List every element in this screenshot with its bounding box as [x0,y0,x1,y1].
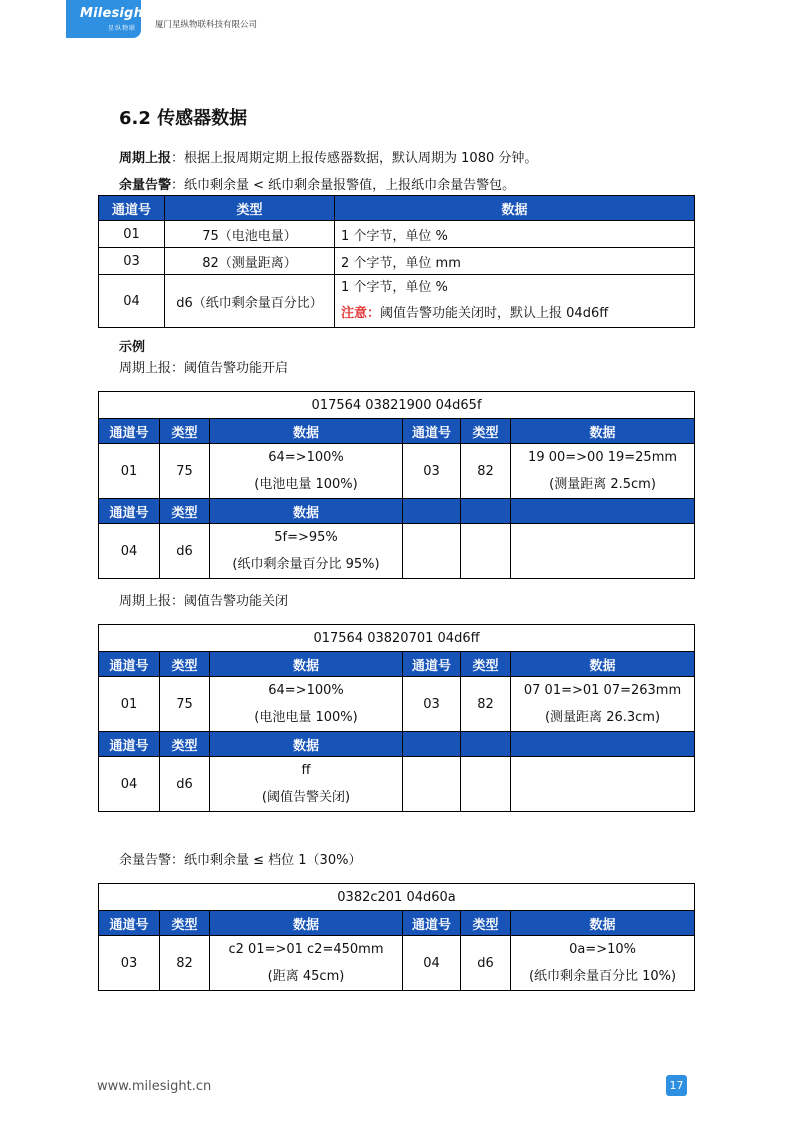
data-line: 5f=>95% [274,530,338,545]
data-line: 64=>100% [268,450,344,465]
header-empty [461,732,511,757]
cell-empty [511,757,695,812]
table-row [99,248,695,275]
cell-empty [461,524,511,579]
cell-channel: 03 [403,444,461,499]
header-type: 类型 [160,419,210,444]
header-data: 数据 [210,499,403,524]
channel-table [98,195,695,328]
header-channel: 通道号 [99,732,160,757]
header-empty [403,732,461,757]
cell-empty [511,524,695,579]
data-line: (纸巾剩余量百分比 95%) [232,557,380,572]
data-line: 07 01=>01 07=263mm [523,683,682,698]
hex-payload: 017564 03821900 04d65f [99,392,695,419]
data-line: (测量距离 26.3cm) [544,710,661,725]
header-empty [461,499,511,524]
header-channel: 通道号 [403,419,461,444]
cell-type: 75（电池电量） [165,221,335,248]
header-type: 类型 [160,652,210,677]
data-line: ff [301,763,311,778]
cell-channel: 01 [99,444,160,499]
cell-type: 82 [461,444,511,499]
cell-type: 75 [160,444,210,499]
hex-payload: 017564 03820701 04d6ff [99,625,695,652]
header-data: 数据 [511,652,695,677]
header-type: 类型 [461,652,511,677]
data-line: (纸巾剩余量百分比 10%) [528,969,677,984]
period-paragraph [119,147,537,166]
cell-type: d6 [461,936,511,991]
header-data: 数据 [210,911,403,936]
header-type: 类型 [461,911,511,936]
cell-channel: 04 [403,936,461,991]
header-data: 数据 [511,419,695,444]
example2-caption: 周期上报：阈值告警功能关闭 [119,594,289,609]
header-type: 类型 [160,911,210,936]
cell-data [210,524,403,579]
data-line: (阈值告警关闭) [261,790,351,805]
note-text: 阈值告警功能关闭时，默认上报 04d6ff [380,306,609,321]
cell-data-line: 1 个字节，单位 % [341,280,448,295]
header-empty [511,499,695,524]
header-type: 类型 [160,499,210,524]
table-row [99,275,695,328]
alarm-paragraph [119,174,515,193]
header-type: 类型 [461,419,511,444]
period-text: ：根据上报周期定期上报传感器数据，默认周期为 1080 分钟。 [171,151,538,166]
section-title: 6.2 传感器数据 [119,108,248,129]
cell-type: 75 [160,677,210,732]
data-line: 64=>100% [268,683,344,698]
cell-channel: 01 [99,677,160,732]
table-row [99,444,695,499]
period-label: 周期上报 [119,151,172,166]
header-type: 类型 [160,732,210,757]
alarm-text: ：纸巾剩余量 < 纸巾剩余量报警值，上报纸巾余量告警包。 [171,178,516,193]
data-line: 0a=>10% [569,942,636,957]
cell-empty [403,524,461,579]
cell-data [210,936,403,991]
cell-data [511,677,695,732]
header-channel: 通道号 [99,196,165,221]
data-line: (电池电量 100%) [254,710,358,725]
cell-type: 82 [160,936,210,991]
header-channel: 通道号 [99,499,160,524]
cell-data [511,936,695,991]
logo-sub: 星纵物联 [108,25,137,32]
header-data: 数据 [335,196,695,221]
cell-empty [461,757,511,812]
milesight-logo [66,0,150,38]
example3-table [98,883,695,991]
cell-channel: 04 [99,757,160,812]
data-line: c2 01=>01 c2=450mm [228,942,384,957]
cell-channel: 01 [99,221,165,248]
cell-channel: 04 [99,524,160,579]
cell-type: d6 [160,757,210,812]
data-line: 19 00=>00 19=25mm [528,450,678,465]
example2-table [98,624,695,812]
header-channel: 通道号 [403,652,461,677]
header-data: 数据 [210,652,403,677]
header-data: 数据 [511,911,695,936]
cell-type: 82 [461,677,511,732]
footer-url[interactable]: www.milesight.cn [97,1079,212,1094]
cell-data: 1 个字节，单位 % [335,221,695,248]
logo-text: Milesight [80,6,150,21]
cell-type: d6 [160,524,210,579]
example1-table [98,391,695,579]
table-row [99,221,695,248]
cell-type: d6（纸巾剩余量百分比） [165,275,335,328]
data-line: (测量距离 2.5cm) [549,477,656,492]
table-row [99,757,695,812]
cell-data [511,444,695,499]
header-empty [403,499,461,524]
data-line: (距离 45cm) [267,969,345,984]
table-row [99,677,695,732]
table-row [99,936,695,991]
header-data: 数据 [210,419,403,444]
cell-data: 2 个字节，单位 mm [335,248,695,275]
header-type: 类型 [165,196,335,221]
page-number: 17 [666,1075,687,1096]
cell-data [210,444,403,499]
cell-data [210,677,403,732]
cell-type: 82（测量距离） [165,248,335,275]
cell-note [341,301,694,327]
company-name: 厦门星纵物联科技有限公司 [155,20,258,30]
cell-channel: 03 [99,936,160,991]
example1-caption: 周期上报：阈值告警功能开启 [119,361,289,376]
alarm-label: 余量告警 [119,178,172,193]
header-data: 数据 [210,732,403,757]
cell-empty [403,757,461,812]
note-label: 注意： [341,306,381,321]
cell-data [335,275,695,328]
table-row [99,524,695,579]
hex-payload: 0382c201 04d60a [99,884,695,911]
header-channel: 通道号 [403,911,461,936]
examples-title: 示例 [119,340,146,355]
example3-caption: 余量告警：纸巾剩余量 ≤ 档位 1（30%） [119,853,362,868]
header-empty [511,732,695,757]
header-channel: 通道号 [99,652,160,677]
cell-channel: 04 [99,275,165,328]
cell-data [210,757,403,812]
header-channel: 通道号 [99,911,160,936]
cell-channel: 03 [99,248,165,275]
data-line: (电池电量 100%) [254,477,358,492]
header-channel: 通道号 [99,419,160,444]
cell-channel: 03 [403,677,461,732]
